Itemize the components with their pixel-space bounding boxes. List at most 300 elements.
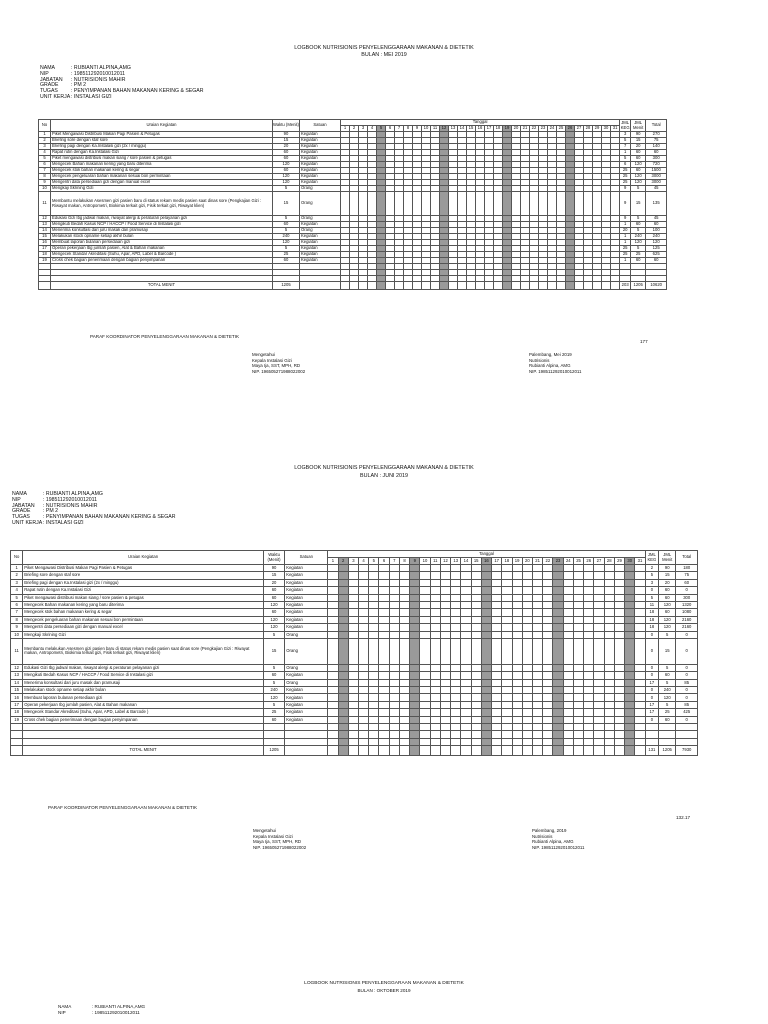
day-header: 2	[338, 558, 348, 565]
empty-cell	[300, 282, 341, 290]
cell-no: 12	[11, 664, 23, 671]
day-cell	[328, 716, 338, 723]
empty-cell	[263, 731, 284, 738]
day-cell	[512, 687, 522, 694]
day-cell	[481, 672, 491, 679]
day-cell	[502, 638, 512, 664]
day-cell	[539, 282, 548, 290]
day-cell	[430, 616, 440, 623]
day-cell	[543, 565, 553, 572]
day-cell	[584, 572, 594, 579]
cell-waktu: 60	[273, 222, 300, 228]
day-cell	[502, 631, 512, 638]
cell-total: 0	[676, 638, 698, 664]
cell-total: 85	[676, 679, 698, 686]
day-cell	[358, 664, 368, 671]
day-cell	[625, 587, 635, 594]
day-cell	[543, 638, 553, 664]
day-cell	[430, 664, 440, 671]
sig-line: NIP. 198511292010012011	[529, 368, 582, 374]
day-cell	[461, 746, 471, 755]
empty-cell	[645, 724, 658, 731]
cell-total: 0	[676, 664, 698, 671]
day-cell	[512, 616, 522, 623]
day-cell	[461, 694, 471, 701]
day-cell	[481, 579, 491, 586]
page-title: LOGBOOK NUTRISIONIS PENYELENGGARAAN MAKANAN & DIETETIK	[294, 465, 474, 471]
empty-cell	[420, 724, 430, 731]
day-cell	[604, 565, 614, 572]
empty-cell	[348, 724, 358, 731]
empty-cell	[512, 738, 522, 745]
day-cell	[399, 565, 409, 572]
day-cell	[563, 572, 573, 579]
day-cell	[502, 565, 512, 572]
cell-jml-keg: 2	[645, 565, 658, 572]
day-cell	[512, 716, 522, 723]
day-cell	[430, 601, 440, 608]
cell-waktu: 5	[263, 701, 284, 708]
cell-jml-menit: 120	[659, 616, 676, 623]
day-cell	[399, 609, 409, 616]
day-cell	[369, 624, 379, 631]
day-cell	[358, 679, 368, 686]
day-cell	[481, 694, 491, 701]
cell-total: 2160	[676, 616, 698, 623]
day-header: 12	[440, 126, 449, 132]
meta-value: : 198511292010012011	[92, 1009, 140, 1015]
meta-value: : 198511292010012011	[71, 70, 126, 77]
cell-waktu: 90	[273, 132, 300, 138]
day-cell	[512, 587, 522, 594]
day-cell	[522, 716, 532, 723]
day-cell	[410, 579, 420, 586]
day-cell	[553, 716, 563, 723]
day-cell	[467, 282, 476, 290]
day-cell	[635, 572, 645, 579]
day-cell	[328, 638, 338, 664]
cell-jml-menit: 5	[631, 228, 646, 234]
empty-cell	[358, 724, 368, 731]
day-cell	[399, 624, 409, 631]
empty-cell	[461, 731, 471, 738]
cell-jml-keg: 9	[620, 216, 631, 222]
day-cell	[594, 624, 604, 631]
cell-total: 75	[676, 572, 698, 579]
day-cell	[594, 631, 604, 638]
day-cell	[440, 601, 450, 608]
day-cell	[614, 638, 624, 664]
day-cell	[532, 609, 542, 616]
cell-jml-keg: 3	[620, 132, 631, 138]
cell-activity: Menerima konsultasi dari juru masak dan pramusaji	[51, 228, 273, 234]
empty-cell	[573, 738, 583, 745]
cell-activity: Mengentri data persediaan gizi dengan manual excel	[23, 624, 264, 631]
day-cell	[430, 709, 440, 716]
day-cell	[604, 638, 614, 664]
empty-cell	[328, 738, 338, 745]
day-cell	[625, 709, 635, 716]
day-cell	[410, 687, 420, 694]
day-cell	[461, 679, 471, 686]
day-cell	[328, 701, 338, 708]
day-cell	[543, 701, 553, 708]
cell-satuan: Kegiatan	[285, 616, 328, 623]
day-cell	[399, 616, 409, 623]
empty-cell	[338, 724, 348, 731]
day-cell	[594, 716, 604, 723]
empty-cell	[389, 724, 399, 731]
day-cell	[471, 694, 481, 701]
day-cell	[328, 624, 338, 631]
cell-activity: Mengecek stok bahan makanan kering & segar	[51, 168, 273, 174]
day-cell	[420, 709, 430, 716]
day-cell	[369, 579, 379, 586]
day-cell	[440, 672, 450, 679]
day-cell	[369, 594, 379, 601]
day-cell	[328, 594, 338, 601]
cell-jml-keg: 17	[645, 709, 658, 716]
empty-cell	[604, 724, 614, 731]
day-cell	[338, 694, 348, 701]
day-cell	[492, 709, 502, 716]
day-cell	[461, 638, 471, 664]
cell-total: 3000	[646, 180, 667, 186]
empty-cell	[625, 724, 635, 731]
empty-cell	[451, 738, 461, 745]
day-cell	[348, 746, 358, 755]
table-row	[11, 565, 698, 572]
day-cell	[358, 672, 368, 679]
cell-jml-keg: 1	[620, 234, 631, 240]
day-cell	[451, 701, 461, 708]
meta-label: TUGAS	[12, 514, 30, 521]
day-cell	[377, 192, 386, 216]
page-title: LOGBOOK NUTRISIONIS PENYELENGGARAAN MAKANAN & DIETETIK	[294, 45, 474, 51]
day-cell	[440, 701, 450, 708]
day-cell	[451, 716, 461, 723]
day-cell	[563, 616, 573, 623]
day-cell	[502, 616, 512, 623]
day-cell	[532, 701, 542, 708]
day-cell	[522, 746, 532, 755]
day-cell	[348, 565, 358, 572]
day-cell	[458, 282, 467, 290]
day-cell	[461, 601, 471, 608]
day-header: 16	[481, 558, 491, 565]
day-cell	[379, 565, 389, 572]
col-header-tanggal: Tanggal	[341, 120, 620, 126]
day-cell	[602, 192, 611, 216]
day-cell	[553, 679, 563, 686]
day-cell	[399, 694, 409, 701]
day-cell	[532, 624, 542, 631]
empty-cell	[532, 731, 542, 738]
cell-satuan: Kegiatan	[285, 572, 328, 579]
table-row	[11, 679, 698, 686]
day-cell	[532, 664, 542, 671]
day-cell	[532, 594, 542, 601]
empty-cell	[659, 731, 676, 738]
day-cell	[625, 746, 635, 755]
sig-line: Palembang, 2019	[532, 828, 567, 833]
cell-no: 3	[11, 579, 23, 586]
cell-no: 12	[39, 216, 51, 222]
day-cell	[614, 672, 624, 679]
day-cell	[604, 572, 614, 579]
day-header: 1	[341, 126, 350, 132]
empty-cell	[23, 724, 264, 731]
day-cell	[430, 631, 440, 638]
day-cell	[492, 587, 502, 594]
empty-cell	[338, 731, 348, 738]
cell-total: 3000	[646, 174, 667, 180]
empty-cell	[461, 738, 471, 745]
cell-no: 16	[11, 694, 23, 701]
day-cell	[485, 282, 494, 290]
day-cell	[410, 694, 420, 701]
day-cell	[328, 672, 338, 679]
day-header: 20	[512, 126, 521, 132]
cell-waktu: 15	[263, 638, 284, 664]
cell-jml-keg: 25	[620, 246, 631, 252]
day-cell	[430, 679, 440, 686]
day-header: 12	[440, 558, 450, 565]
day-cell	[481, 624, 491, 631]
day-header: 11	[430, 558, 440, 565]
cell-jml-menit: 120	[659, 601, 676, 608]
total-sum: 10620	[646, 282, 667, 290]
col-header-tanggal: Tanggal	[328, 551, 645, 558]
day-cell	[502, 709, 512, 716]
cell-jml-keg: 0	[645, 631, 658, 638]
empty-cell	[594, 724, 604, 731]
day-cell	[328, 609, 338, 616]
day-cell	[461, 587, 471, 594]
empty-cell	[369, 731, 379, 738]
day-cell	[350, 192, 359, 216]
cell-jml-keg: 3	[645, 579, 658, 586]
day-header: 18	[502, 558, 512, 565]
total-sum: 7930	[676, 746, 698, 755]
cell-jml-keg: 6	[620, 162, 631, 168]
day-cell	[532, 746, 542, 755]
empty-cell	[532, 738, 542, 745]
sig-line: Maya Ija, SST, MPH, RD	[253, 839, 302, 845]
day-cell	[461, 709, 471, 716]
meta-value: : RUBIANTI ALPINA,AMG	[71, 65, 131, 71]
day-cell	[611, 192, 620, 216]
meta-label: JABATAN	[12, 502, 35, 509]
cell-activity: Mengecek pengeluaran bahan makanan sesuai bon permintaan	[23, 616, 264, 623]
cell-jml-menit: 20	[631, 144, 646, 150]
day-cell	[410, 638, 420, 664]
meta-label: TUGAS	[40, 88, 58, 95]
day-header: 26	[584, 558, 594, 565]
cell-no: 14	[39, 228, 51, 234]
day-cell	[430, 624, 440, 631]
day-cell	[328, 679, 338, 686]
day-cell	[492, 746, 502, 755]
day-cell	[389, 687, 399, 694]
day-cell	[338, 624, 348, 631]
cell-waktu: 120	[263, 601, 284, 608]
sig-line: NIP. 196505271988022002	[252, 368, 306, 374]
day-cell	[379, 638, 389, 664]
cell-satuan: Kegiatan	[300, 240, 341, 246]
empty-cell	[389, 738, 399, 745]
day-header: 3	[348, 558, 358, 565]
day-cell	[440, 716, 450, 723]
day-cell	[604, 709, 614, 716]
cell-satuan: Orang	[300, 192, 341, 216]
cell-activity: Piket Mengawasi Distribusi Makan Pagi Pasien & Petugas	[23, 565, 264, 572]
day-cell	[461, 664, 471, 671]
signature-right	[529, 352, 582, 374]
day-cell	[594, 572, 604, 579]
cell-total: 45	[646, 216, 667, 222]
day-cell	[348, 664, 358, 671]
cell-waktu: 120	[263, 624, 284, 631]
col-header-satuan: Satuan	[285, 551, 328, 565]
day-cell	[389, 709, 399, 716]
day-cell	[532, 679, 542, 686]
empty-cell	[604, 738, 614, 745]
empty-cell	[492, 738, 502, 745]
cell-activity: Membantu melakukan Asesmen gizi pasien baru di status rekam medis pasien saat dinas sore (Pengkajian Gizi : Riwayat makan, Antropometri, Biokimia terkait gizi, Fisik terkait gizi, Riwayat klien)	[23, 638, 264, 664]
day-cell	[573, 664, 583, 671]
day-cell	[348, 638, 358, 664]
cell-waktu: 5	[273, 186, 300, 192]
day-cell	[614, 746, 624, 755]
empty-cell	[635, 731, 645, 738]
empty-cell	[502, 738, 512, 745]
day-cell	[594, 679, 604, 686]
day-cell	[563, 594, 573, 601]
empty-cell	[440, 731, 450, 738]
day-cell	[492, 664, 502, 671]
day-cell	[563, 716, 573, 723]
cell-jml-menit: 25	[659, 709, 676, 716]
empty-cell	[369, 738, 379, 745]
day-cell	[512, 631, 522, 638]
table-row	[11, 716, 698, 723]
day-cell	[369, 631, 379, 638]
cell-jml-menit: 60	[659, 672, 676, 679]
cell-satuan: Kegiatan	[300, 150, 341, 156]
day-cell	[502, 601, 512, 608]
day-cell	[614, 679, 624, 686]
day-cell	[481, 572, 491, 579]
total-keg: 203	[620, 282, 631, 290]
cell-activity: Mengkaji Skrining Gizi	[23, 631, 264, 638]
cell-activity: Mengecek Bahan makanan kering yang baru diterima	[51, 162, 273, 168]
day-header: 28	[604, 558, 614, 565]
day-header: 17	[492, 558, 502, 565]
day-cell	[389, 572, 399, 579]
empty-cell	[461, 724, 471, 731]
cell-satuan: Kegiatan	[300, 258, 341, 264]
cell-satuan: Orang	[285, 679, 328, 686]
day-cell	[328, 565, 338, 572]
day-cell	[369, 716, 379, 723]
day-cell	[625, 664, 635, 671]
day-header: 30	[602, 126, 611, 132]
cell-total: 60	[646, 258, 667, 264]
day-cell	[420, 701, 430, 708]
day-cell	[440, 631, 450, 638]
day-cell	[543, 716, 553, 723]
day-cell	[563, 701, 573, 708]
day-cell	[625, 601, 635, 608]
day-cell	[410, 746, 420, 755]
empty-cell	[492, 724, 502, 731]
day-cell	[584, 746, 594, 755]
empty-cell	[645, 738, 658, 745]
cell-jml-menit: 60	[631, 156, 646, 162]
day-cell	[451, 601, 461, 608]
day-cell	[512, 694, 522, 701]
empty-cell	[676, 724, 698, 731]
day-cell	[389, 601, 399, 608]
empty-cell	[379, 738, 389, 745]
day-cell	[563, 709, 573, 716]
cell-no: 7	[11, 609, 23, 616]
day-cell	[410, 624, 420, 631]
cell-total: 135	[646, 192, 667, 216]
cell-jml-menit: 60	[659, 594, 676, 601]
day-cell	[399, 587, 409, 594]
empty-cell	[328, 731, 338, 738]
day-cell	[635, 672, 645, 679]
day-cell	[399, 679, 409, 686]
day-cell	[563, 638, 573, 664]
cell-jml-keg: 20	[620, 228, 631, 234]
day-cell	[553, 579, 563, 586]
cell-satuan: Kegiatan	[300, 162, 341, 168]
col-header-jml-keg: JML KEG	[645, 551, 658, 565]
col-header-activity: Uraian Kegiatan	[51, 120, 273, 132]
day-header: 10	[420, 558, 430, 565]
cell-activity: Briefing sore dengan staf sore	[51, 138, 273, 144]
cell-no: 10	[39, 186, 51, 192]
cell-waktu: 60	[263, 609, 284, 616]
cell-jml-menit: 240	[659, 687, 676, 694]
day-cell	[557, 282, 566, 290]
day-header: 23	[539, 126, 548, 132]
day-cell	[604, 609, 614, 616]
day-cell	[594, 701, 604, 708]
day-cell	[594, 587, 604, 594]
cell-jml-keg: 17	[645, 701, 658, 708]
cell-activity: Membantu melakukan Asesmen gizi pasien baru di status rekam medis pasien saat dinas sore (Pengkajian Gizi : Riwayat makan, Antropometri, Biokimia terkait gizi, Fisik terkait gizi, Riwayat klien)	[51, 192, 273, 216]
day-cell	[635, 631, 645, 638]
day-cell	[573, 631, 583, 638]
day-cell	[341, 192, 350, 216]
cell-no: 19	[11, 716, 23, 723]
cell-waktu: 15	[273, 138, 300, 144]
cell-jml-keg: 0	[645, 672, 658, 679]
day-cell	[573, 601, 583, 608]
cell-total: 720	[646, 162, 667, 168]
day-cell	[328, 616, 338, 623]
day-cell	[604, 631, 614, 638]
day-cell	[348, 601, 358, 608]
day-cell	[635, 746, 645, 755]
cell-jml-keg: 25	[620, 168, 631, 174]
cell-waktu: 120	[273, 240, 300, 246]
empty-cell	[645, 731, 658, 738]
